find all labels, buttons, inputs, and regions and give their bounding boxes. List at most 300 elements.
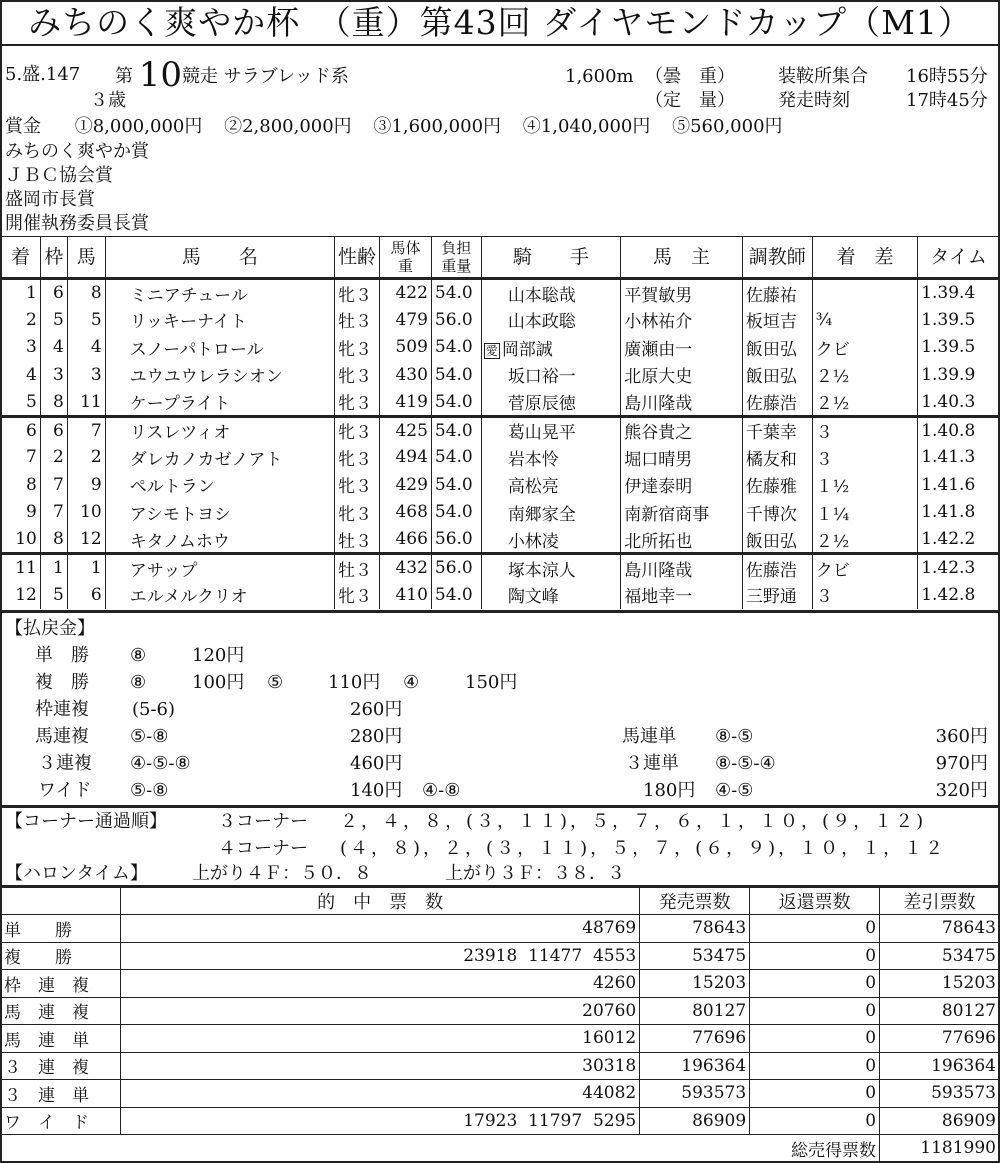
race-code: 5.盛.147 xyxy=(5,64,81,85)
result-row xyxy=(1,306,1000,334)
frame-cell: 8 xyxy=(40,526,67,554)
jockey-name: 坂口裕一 xyxy=(507,367,576,388)
horse-name-cell: ミニアチュール xyxy=(105,279,334,307)
jockey-cell xyxy=(481,581,620,609)
award-3: 盛岡市長賞 xyxy=(5,189,95,210)
horse-no-cell: 1 xyxy=(67,554,105,582)
horse-no-cell: 9 xyxy=(67,471,105,499)
bet-type-cell: ３ 連 複 xyxy=(1,1052,121,1080)
frame-cell: 7 xyxy=(40,471,67,499)
umatan-amount: 360円 xyxy=(935,726,988,747)
frame-cell: 6 xyxy=(40,279,67,307)
fukusho-amount-1: 100円 xyxy=(192,672,245,693)
margin-cell: ３ xyxy=(812,581,917,609)
horse-name-cell: アシモトヨシ xyxy=(105,499,334,527)
sex-age-cell: 牝３ xyxy=(335,499,380,527)
wide-amount-2: 180円 xyxy=(643,780,696,801)
start-label: 発走時刻 xyxy=(778,90,850,111)
result-row xyxy=(1,526,1000,554)
jockey-cell xyxy=(481,334,620,362)
rank-cell: 11 xyxy=(1,554,41,582)
total-label: 総売得票数 xyxy=(1,1135,880,1163)
refund-votes-cell: 0 xyxy=(750,997,880,1025)
header-name: 馬 名 xyxy=(105,237,334,279)
rank-cell: 10 xyxy=(1,526,41,554)
margin-cell: ３ xyxy=(812,444,917,472)
prize-1: ①8,000,000円 xyxy=(74,116,203,137)
race-age: ３歳 xyxy=(90,90,126,111)
result-row xyxy=(1,279,1000,307)
fukusho-combo-1: ⑧ xyxy=(130,672,147,693)
sex-age-cell: 牝３ xyxy=(335,581,380,609)
net-votes-cell: 53475 xyxy=(880,942,1000,970)
jockey-cell xyxy=(481,279,620,307)
time-cell: 1.39.5 xyxy=(918,306,1000,334)
jockey-cell xyxy=(481,444,620,472)
assembly-label: 装鞍所集合 xyxy=(778,66,868,87)
sold-votes-cell: 80127 xyxy=(640,997,750,1025)
owner-cell: 島川隆哉 xyxy=(621,554,743,582)
corner-section xyxy=(0,805,1000,885)
sex-age-cell: 牝３ xyxy=(335,279,380,307)
header-owner: 馬 主 xyxy=(621,237,743,279)
horse-name-cell: アサップ xyxy=(105,554,334,582)
sex-age-cell: 牝３ xyxy=(335,389,380,417)
apprentice-mark: 愛 xyxy=(485,343,498,358)
frame-cell: 4 xyxy=(40,334,67,362)
net-votes-cell: 80127 xyxy=(880,997,1000,1025)
trainer-cell: 板垣吉 xyxy=(742,306,812,334)
horse-name-cell: エルメルクリオ xyxy=(105,581,334,609)
owner-cell: 廣瀬由一 xyxy=(621,334,743,362)
result-row xyxy=(1,444,1000,472)
time-cell: 1.40.8 xyxy=(918,416,1000,444)
time-cell: 1.39.5 xyxy=(918,334,1000,362)
net-votes-cell: 86909 xyxy=(880,1107,1000,1135)
umatan-label: 馬連単 xyxy=(622,726,676,747)
bet-type-cell: 枠 連 複 xyxy=(1,970,121,998)
load-cell: 54.0 xyxy=(431,471,481,499)
margin-cell: ¾ xyxy=(812,306,917,334)
jockey-cell xyxy=(481,471,620,499)
jockey-name: 小林凌 xyxy=(507,531,559,552)
track-condition: （曇 重） xyxy=(645,66,735,87)
total-value: 1181990 xyxy=(880,1135,1000,1163)
body-weight-cell: 430 xyxy=(380,361,432,389)
jockey-name: 高松亮 xyxy=(507,477,559,498)
furlong-last4: 上がり４Ｆ：５０．８ xyxy=(192,863,372,884)
horse-name-cell: リスレツィオ xyxy=(105,416,334,444)
header-sexage: 性齢 xyxy=(335,237,380,279)
frame-cell: 2 xyxy=(40,444,67,472)
fukusho-amount-3: 150円 xyxy=(465,672,518,693)
horse-name-cell: ケープライト xyxy=(105,389,334,417)
horse-name-cell: リッキーナイト xyxy=(105,306,334,334)
trainer-cell: 三野通 xyxy=(742,581,812,609)
wide-combo-2: ④-⑧ xyxy=(422,780,461,801)
load-cell: 54.0 xyxy=(431,334,481,362)
time-cell: 1.42.3 xyxy=(918,554,1000,582)
jockey-name: 葛山晃平 xyxy=(507,423,576,443)
hit-votes-cell: 4260 xyxy=(120,970,639,998)
jockey-cell xyxy=(481,389,620,417)
rank-cell: 8 xyxy=(1,471,41,499)
header-trainer: 調教師 xyxy=(742,237,812,279)
bet-type-cell: 馬 連 単 xyxy=(1,1025,121,1053)
owner-cell: 平賀敏男 xyxy=(621,279,743,307)
refund-votes-cell: 0 xyxy=(750,1025,880,1053)
horse-name-cell: ペルトラン xyxy=(105,471,334,499)
wide-amount-3: 320円 xyxy=(935,780,988,801)
sales-header-hits: 的 中 票 数 xyxy=(120,887,639,915)
hit-votes-cell: 17923 11797 5295 xyxy=(120,1107,639,1135)
fukusho-combo-2: ⑤ xyxy=(267,672,284,693)
margin-cell: クビ xyxy=(812,334,917,362)
jockey-name: 塚本涼人 xyxy=(507,560,576,581)
rank-cell: 5 xyxy=(1,389,41,417)
trainer-cell: 佐藤浩 xyxy=(742,554,812,582)
body-weight-cell: 429 xyxy=(380,471,432,499)
owner-cell: 伊達泰明 xyxy=(621,471,743,499)
rank-cell: 9 xyxy=(1,499,41,527)
refund-votes-cell: 0 xyxy=(750,970,880,998)
owner-cell: 小林祐介 xyxy=(621,306,743,334)
load-cell: 54.0 xyxy=(431,279,481,307)
award-2: ＪＢＣ協会賞 xyxy=(5,165,113,186)
wide-label: ワイド xyxy=(38,780,92,801)
horse-no-cell: 6 xyxy=(67,581,105,609)
sex-age-cell: 牝３ xyxy=(335,416,380,444)
margin-cell: ２½ xyxy=(812,361,917,389)
jockey-cell xyxy=(481,416,620,444)
horse-no-cell: 4 xyxy=(67,334,105,362)
sales-header-net: 差引票数 xyxy=(880,887,1000,915)
body-weight-cell: 422 xyxy=(380,279,432,307)
hit-votes-cell: 44082 xyxy=(120,1080,639,1108)
header-frame: 枠 xyxy=(40,237,67,279)
header-load: 負担重量 xyxy=(431,237,481,279)
tansho-amount: 120円 xyxy=(192,645,245,666)
umaren-amount: 280円 xyxy=(350,726,403,747)
results-table xyxy=(0,236,1000,609)
time-cell: 1.42.8 xyxy=(918,581,1000,609)
owner-cell: 南新宿商事 xyxy=(621,499,743,527)
sales-row xyxy=(1,915,1000,943)
jockey-name: 菅原辰徳 xyxy=(507,394,576,414)
horse-no-cell: 11 xyxy=(67,389,105,417)
frame-cell: 3 xyxy=(40,361,67,389)
horse-name-cell: ユウユウレラシオン xyxy=(105,361,334,389)
header-horse-no: 馬 xyxy=(67,237,105,279)
net-votes-cell: 77696 xyxy=(880,1025,1000,1053)
furlong-last3: 上がり３Ｆ：３８．３ xyxy=(445,863,625,884)
hit-votes-cell: 16012 xyxy=(120,1025,639,1053)
sales-table xyxy=(0,885,1000,1163)
header-time: タイム xyxy=(918,237,1000,279)
sex-age-cell: 牡３ xyxy=(335,554,380,582)
sales-row xyxy=(1,1107,1000,1135)
refund-votes-cell: 0 xyxy=(750,1080,880,1108)
hit-votes-cell: 30318 xyxy=(120,1052,639,1080)
tansho-label: 単 勝 xyxy=(35,645,89,666)
sex-age-cell: 牝３ xyxy=(335,334,380,362)
time-cell: 1.39.4 xyxy=(918,279,1000,307)
body-weight-cell: 410 xyxy=(380,581,432,609)
result-row xyxy=(1,581,1000,609)
rank-cell: 4 xyxy=(1,361,41,389)
sales-header-type xyxy=(1,887,121,915)
race-title: みちのく爽やか杯 （重）第43回 ダイヤモンドカップ（M1） xyxy=(0,0,1000,46)
rank-cell: 1 xyxy=(1,279,41,307)
time-cell: 1.39.9 xyxy=(918,361,1000,389)
sex-age-cell: 牡３ xyxy=(335,526,380,554)
rank-cell: 12 xyxy=(1,581,41,609)
trainer-cell: 千葉幸 xyxy=(742,416,812,444)
horse-no-cell: 10 xyxy=(67,499,105,527)
jockey-cell xyxy=(481,361,620,389)
margin-cell: ２½ xyxy=(812,389,917,417)
wide-combo-1: ⑤-⑧ xyxy=(130,780,169,801)
prize-3: ③1,600,000円 xyxy=(373,116,502,137)
frame-cell: 8 xyxy=(40,389,67,417)
corner3-label: ３コーナー xyxy=(218,811,308,832)
load-cell: 54.0 xyxy=(431,389,481,417)
sex-age-cell: 牝３ xyxy=(335,471,380,499)
result-row xyxy=(1,334,1000,362)
time-cell: 1.41.8 xyxy=(918,499,1000,527)
hit-votes-cell: 23918 11477 4553 xyxy=(120,942,639,970)
header-jockey: 騎 手 xyxy=(481,237,620,279)
bet-type-cell: 馬 連 複 xyxy=(1,997,121,1025)
margin-cell: ３ xyxy=(812,416,917,444)
fukusho-label: 複 勝 xyxy=(35,672,89,693)
payout-section xyxy=(0,610,1000,805)
race-breed: サラブレッド系 xyxy=(223,66,349,87)
wakuren-amount: 260円 xyxy=(350,699,403,720)
margin-cell: ２½ xyxy=(812,526,917,554)
load-cell: 54.0 xyxy=(431,581,481,609)
body-weight-cell: 479 xyxy=(380,306,432,334)
body-weight-cell: 494 xyxy=(380,444,432,472)
frame-cell: 5 xyxy=(40,581,67,609)
load-cell: 56.0 xyxy=(431,306,481,334)
result-row xyxy=(1,554,1000,582)
weight-rule: （定 量） xyxy=(645,90,735,111)
horse-name-cell: ダレカノカゼノアト xyxy=(105,444,334,472)
rank-cell: 6 xyxy=(1,416,41,444)
load-cell: 54.0 xyxy=(431,444,481,472)
award-1: みちのく爽やか賞 xyxy=(5,141,149,162)
body-weight-cell: 468 xyxy=(380,499,432,527)
fukusho-combo-3: ④ xyxy=(403,672,420,693)
sold-votes-cell: 196364 xyxy=(640,1052,750,1080)
owner-cell: 熊谷貴之 xyxy=(621,416,743,444)
jockey-cell xyxy=(481,526,620,554)
trainer-cell: 飯田弘 xyxy=(742,526,812,554)
horse-no-cell: 3 xyxy=(67,361,105,389)
wide-amount-1: 140円 xyxy=(350,780,403,801)
sales-row xyxy=(1,997,1000,1025)
umaren-combo: ⑤-⑧ xyxy=(130,726,169,747)
result-row xyxy=(1,471,1000,499)
jockey-cell xyxy=(481,499,620,527)
wakuren-combo: (5-6) xyxy=(132,699,176,720)
race-dai: 第 xyxy=(115,66,133,87)
margin-cell: １¼ xyxy=(812,499,917,527)
race-kyoso: 競走 xyxy=(182,66,218,87)
rank-cell: 3 xyxy=(1,334,41,362)
assembly-time: 16時55分 xyxy=(906,66,988,87)
load-cell: 54.0 xyxy=(431,416,481,444)
frame-cell: 5 xyxy=(40,306,67,334)
frame-cell: 7 xyxy=(40,499,67,527)
jockey-name: 山本聡哉 xyxy=(507,285,576,306)
net-votes-cell: 78643 xyxy=(880,915,1000,943)
furlong-label: 【ハロンタイム】 xyxy=(5,863,148,884)
sold-votes-cell: 593573 xyxy=(640,1080,750,1108)
jockey-cell xyxy=(481,554,620,582)
start-time: 17時45分 xyxy=(906,90,988,111)
sold-votes-cell: 86909 xyxy=(640,1107,750,1135)
wakuren-label: 枠連複 xyxy=(35,699,89,720)
jockey-name: 岡部誠 xyxy=(501,339,553,360)
sales-row xyxy=(1,942,1000,970)
sold-votes-cell: 77696 xyxy=(640,1025,750,1053)
sanrenpuku-combo: ④-⑤-⑧ xyxy=(130,753,191,774)
time-cell: 1.41.3 xyxy=(918,444,1000,472)
net-votes-cell: 15203 xyxy=(880,970,1000,998)
result-row xyxy=(1,389,1000,417)
race-distance: 1,600m xyxy=(565,66,634,87)
margin-cell: １½ xyxy=(812,471,917,499)
time-cell: 1.41.6 xyxy=(918,471,1000,499)
wide-combo-3: ④-⑤ xyxy=(715,780,754,801)
time-cell: 1.42.2 xyxy=(918,526,1000,554)
owner-cell: 北原大史 xyxy=(621,361,743,389)
load-cell: 56.0 xyxy=(431,554,481,582)
sex-age-cell: 牝３ xyxy=(335,361,380,389)
result-row xyxy=(1,499,1000,527)
owner-cell: 北所拓也 xyxy=(621,526,743,554)
sex-age-cell: 牡３ xyxy=(335,306,380,334)
trainer-cell: 千博次 xyxy=(742,499,812,527)
trainer-cell: 飯田弘 xyxy=(742,334,812,362)
rank-cell: 2 xyxy=(1,306,41,334)
prize-2: ②2,800,000円 xyxy=(224,116,352,137)
body-weight-cell: 432 xyxy=(380,554,432,582)
sanrentan-label: ３連単 xyxy=(625,753,679,774)
sold-votes-cell: 15203 xyxy=(640,970,750,998)
owner-cell: 島川隆哉 xyxy=(621,389,743,417)
sales-row xyxy=(1,1052,1000,1080)
result-row xyxy=(1,361,1000,389)
fukusho-amount-2: 110円 xyxy=(328,672,381,693)
refund-votes-cell: 0 xyxy=(750,1052,880,1080)
bet-type-cell: 複 勝 xyxy=(1,942,121,970)
refund-votes-cell: 0 xyxy=(750,1107,880,1135)
payout-label: 【払戻金】 xyxy=(5,618,95,639)
prize-line xyxy=(5,116,783,138)
race-number-line xyxy=(115,55,349,95)
award-4: 開催執務委員長賞 xyxy=(5,213,149,234)
prize-4: ④1,040,000円 xyxy=(522,116,651,137)
net-votes-cell: 593573 xyxy=(880,1080,1000,1108)
sales-row xyxy=(1,1025,1000,1053)
trainer-cell: 飯田弘 xyxy=(742,361,812,389)
refund-votes-cell: 0 xyxy=(750,915,880,943)
sales-header-refund: 返還票数 xyxy=(750,887,880,915)
net-votes-cell: 196364 xyxy=(880,1052,1000,1080)
prize-5: ⑤560,000円 xyxy=(672,116,783,137)
result-row xyxy=(1,416,1000,444)
jockey-cell xyxy=(481,306,620,334)
frame-cell: 1 xyxy=(40,554,67,582)
rank-cell: 7 xyxy=(1,444,41,472)
sex-age-cell: 牝３ xyxy=(335,444,380,472)
load-cell: 54.0 xyxy=(431,499,481,527)
load-cell: 56.0 xyxy=(431,526,481,554)
horse-name-cell: スノーパトロール xyxy=(105,334,334,362)
body-weight-cell: 509 xyxy=(380,334,432,362)
horse-no-cell: 2 xyxy=(67,444,105,472)
horse-no-cell: 5 xyxy=(67,306,105,334)
tansho-combo: ⑧ xyxy=(130,645,147,666)
sanrenpuku-amount: 460円 xyxy=(350,753,403,774)
owner-cell: 堀口晴男 xyxy=(621,444,743,472)
jockey-name: 岩本怜 xyxy=(507,449,559,470)
race-number: 10 xyxy=(138,55,182,95)
bet-type-cell: ワ イ ド xyxy=(1,1107,121,1135)
sanrentan-combo: ⑧-⑤-④ xyxy=(715,753,776,774)
margin-cell: クビ xyxy=(812,554,917,582)
corners-label: 【コーナー通過順】 xyxy=(5,811,167,832)
trainer-cell: 佐藤雅 xyxy=(742,471,812,499)
load-cell: 54.0 xyxy=(431,361,481,389)
prize-label: 賞金 xyxy=(5,116,41,137)
body-weight-cell: 419 xyxy=(380,389,432,417)
margin-cell xyxy=(812,279,917,307)
umatan-combo: ⑧-⑤ xyxy=(715,726,754,747)
sanrenpuku-label: ３連複 xyxy=(38,753,92,774)
header-margin: 着 差 xyxy=(812,237,917,279)
horse-no-cell: 7 xyxy=(67,416,105,444)
hit-votes-cell: 20760 xyxy=(120,997,639,1025)
bet-type-cell: ３ 連 単 xyxy=(1,1080,121,1108)
horse-no-cell: 12 xyxy=(67,526,105,554)
jockey-name: 山本政聡 xyxy=(507,312,576,333)
trainer-cell: 佐藤浩 xyxy=(742,389,812,417)
corner3-order: ２，４，８，(３，１１)，５，７，６，１，１０，(９，１２) xyxy=(340,811,927,832)
sales-row xyxy=(1,1080,1000,1108)
sales-header-sold: 発売票数 xyxy=(640,887,750,915)
body-weight-cell: 466 xyxy=(380,526,432,554)
owner-cell: 福地幸一 xyxy=(621,581,743,609)
header-weight: 馬体重 xyxy=(380,237,432,279)
sanrentan-amount: 970円 xyxy=(935,753,988,774)
jockey-name: 陶文峰 xyxy=(507,587,559,608)
jockey-name: 南郷家全 xyxy=(507,504,576,525)
bet-type-cell: 単 勝 xyxy=(1,915,121,943)
sold-votes-cell: 78643 xyxy=(640,915,750,943)
corner4-label: ４コーナー xyxy=(218,838,308,859)
frame-cell: 6 xyxy=(40,416,67,444)
trainer-cell: 佐藤祐 xyxy=(742,279,812,307)
umaren-label: 馬連複 xyxy=(35,726,89,747)
time-cell: 1.40.3 xyxy=(918,389,1000,417)
sold-votes-cell: 53475 xyxy=(640,942,750,970)
sales-row xyxy=(1,970,1000,998)
body-weight-cell: 425 xyxy=(380,416,432,444)
